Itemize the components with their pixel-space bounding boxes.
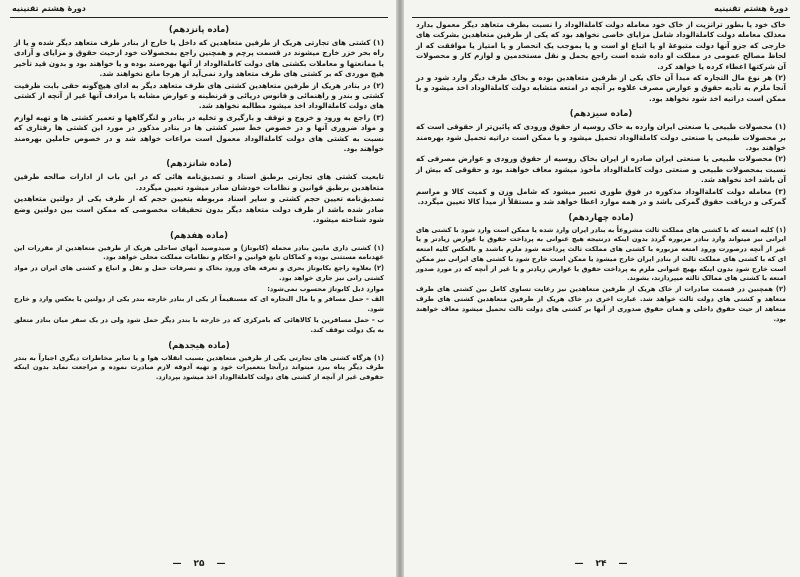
left-page-body (6, 18, 392, 383)
article-17-clause-1: (۱) کشتی داری مایین بنادر محمله (کابوتاژ) و صیدوصید آبهای ساحلی هریک از طرفین متعاهدین از مقررات این عهدنامه مستثنی بوده و کماکان تابع قوانین و احکام و نظامات مملکت محلی خواهد بود. (14, 243, 384, 262)
article-13-clause-1: (۱) محصولات طبیعی یا صنعتی ایران وارده به خاک روسیه از حقوق ورودی که پائین‌تر از حقوقی است که بر محصولات طبیعی یا صنعتی دولت کاملة‌الوداد تحمیل میشود و یا ممکن است دراتیه تحمیل شود بهره‌مند خواهند بود. (416, 122, 786, 153)
article-14-clause-1: (۱) کلیه امتعه که با کشتی های مملکت ثالث مشروعاً به بنادر ایران وارد شده یا ممکن است وارد شود با کشتی های ایرانی نیز میتواند وارد بنادر مزبوره گردد بدون اینکه درنتیجه هیچ عنوانی به پرداخت حقوق یا عوارض زیادتر و یا غیر از آنچه درصورت ورود امتعه مزبوره با کشتی های مملکت ثالث پرداخته شود ملزم باشند و بالعکس کلیه امتعه ای که با کشتی های مملکت ثالث از بنادر ایران خارج میشود یا ممکن است خارج شود با کشتی های ایرانی نیز ممکن است خارج شود بدون اینکه بهیچ عنوانی ملزم به پرداخت حقوق یا عوارض زیادتر و یا غیر از آنچه که در مورد صدور امتعه با کشتی های ممالک ثالثه میپردازند، بشوند. (416, 225, 786, 283)
right-page-number: — ۲۴ — (574, 559, 628, 569)
right-page (408, 0, 794, 577)
article-15-clause-2: (۲) در بنادر هریک از طرفین متعاهدین کشتی های طرف متعاهد دیگر به ادای هیچ‌گونه حقی بابت ظرفیت کشتی و بندر و راهنمائی و فانوس دریائی و قرنطینه و عوارض مشابه یا مرادف آنها غیر از آنچه از کشتی های دولت کاملة‌الوداد اخذ میشود مطالبه نخواهد شد. (14, 80, 384, 111)
article-15-clause-3: (۳) راجع به ورود و خروج و توقف و بارگیری و تخلیه در بنادر و لنگرگاهها و تعمیر کشتی ها و تهیه لوازم و مواد ضروری آنها و در خصوص خط سیر کشتی ها در بنادر مذکور در مورد این کشتی ها رفتاری که نسبت به کشتی های دولت کاملة‌الوداد معمول است مراعات خواهد شد و در خصوص حاملین بهره‌مند خواهند بود. (14, 112, 384, 154)
header-rule (412, 17, 790, 18)
left-page-running-title: دورهٔ هشتم تقنینیه (12, 4, 86, 13)
article-17-exceptions-intro: موارد ذیل کابوتاژ محسوب نمی‌شود: (267, 284, 384, 293)
article-17-exception-b: ب - حمل مسافرین یا کالاهائی که بامرکزی که در خارجه با بندر دیگر حمل شود ولی در یک سفر میان بنادر متعلق به یک دولت توقف کند. (14, 316, 384, 334)
article-18-clause-1: (۱) هرگاه کشتی های تجارتی یکی از طرفین متعاهدین بسبب انقلاب هوا و یا سایر مخاطرات دیگری اجباراً به بندر طرف دیگر پناه ببرد میتواند درآنجا بتعمیرات خود و تهیه آذوقه لازم مبادرت نموده و مراجعت نماید بدون اینکه حقوقی غیر از آنچه از کشتی های دولت کاملة‌الوداد اخذ میشود بپردازد. (14, 353, 384, 382)
right-page-body (408, 18, 794, 324)
right-page-header (412, 2, 790, 18)
left-page-number: — ۲۵ — (172, 559, 226, 569)
right-page-running-title: دورهٔ هشتم تقنینیه (714, 4, 788, 13)
article-16-para-2: تصدیق‌نامه تعیین حجم کشتی و سایر اسناد مربوطه بتعیین حجم که از طرف یکی از دولتین متعاهدین صادر شده باشد از طرف دولت متعاهد دیگر بدون تحقیقات مخصوصی که ممکن است بین دولتین وضع شود شناخته میشود. (14, 194, 384, 225)
article-13-clause-3: (۳) معامله دولت کاملة‌الوداد مذکوره در فوق طوری تعبیر میشود که شامل وزن و کمیت کالا و مراسم گمرکی و دریافت حقوق گمرکی باشد و در همه موارد اعطا خواهد شد و مستقلاً از میدأ کالا تعیین میگردد. (416, 186, 786, 207)
article-16-para-1: تابعیت کشتی های تجارتی برطبق اسناد و تصدیق‌نامه هائی که در این باب از ادارات صالحه طرفین متعاهدین برطبق قوانین و نظامات خودشان صادر میشود تعیین میگردد. (14, 172, 384, 192)
article-17-heading: (ماده هفدهم) (169, 230, 229, 241)
article-13-heading: (ماده سیزدهم) (569, 109, 633, 120)
book-gutter (396, 0, 404, 577)
article-18-heading: (ماده هیجدهم) (168, 340, 230, 351)
article-12-clause-2: (۲) هر نوع مال التجاره که مبدأ آن خاک یکی از طرفین متعاهدین بوده و بخاک طرف دیگر وارد شود و در آنجا ملزم به تأدیه حقوق و عوارض مصرف علاوه بر آنچه در امتعه متشابه دولت کاملة‌الوداد اخذ میشود و یا ممکن است دراتیه اخذ شود نخواهد بود. (416, 73, 786, 103)
article-15-heading: (ماده پانزدهم) (168, 25, 230, 35)
article-12-continuation: خاک خود یا بطور ترانزیت از خاک خود معامله دولت کاملة‌الوداد را نسبت بطرف متعاهد دیگر معمول بدارد معذلک معامله دولت کاملة‌الوداد شامل مزایای خاصی نخواهد بود که یکی از طرفین متعاهدین بشرکت های خارجی که جزو آنها دولت متبوعهٔ او یا اتباع او است و یا بموجب یک انحصار و یا امتیاز یا موافقت که از لحاظ مصالح عمومی در مملکت او داده شده است راجع بحمل و نقل مستخدمین و لوازم کار و محصولات آن شرکتها اعطاء کرده یا خواهد کرد. (416, 20, 786, 71)
left-page-header (10, 2, 388, 18)
article-16-heading: (ماده شانزدهم) (166, 159, 232, 170)
article-13-clause-2: (۲) محصولات طبیعی یا صنعتی ایران صادره از ایران بخاک روسیه از حقوق ورودی و عوارض مصرفی که نسبت بمحصولات طبیعی و صنعتی دولت کاملة‌الوداد مأخوذ میشود معاف خواهند بود و حقوقی که بیش از آن باشد اخذ نخواهد شد. (416, 154, 786, 185)
article-14-heading: (ماده چهاردهم) (568, 212, 634, 223)
article-17-exception-a: الف - حمل مسافر و یا مال التجاره ای که مستقیماً از یکی از بنادر خارجه بندر یکی از دولتین یا بعکس وارد و خارج شود. (14, 295, 384, 314)
article-17-clause-2: (۲) بعلاوه راجع بکابوتاژ بحری و تعرفه های ورود بخاک و تصرفات حمل و نقل و اتباع و کشتی های ایران در مواد کشتی رانی نیز جاری خواهد بود. (14, 264, 384, 282)
article-15-clause-1: (۱) کشتی های تجارتی هریک از طرفین متعاهدین که داخل یا خارج از بنادر طرف متعاهد دیگر شده و یا از راه بحر خزر خارج میشوند در قسمت پرچم و همچنین راجع بمحصولات خود ازحیث حقوق و مزایای و آزادی یا ممانعتها و معاملات بکشتی های دولت کاملة‌الوداد از آنها بهره‌مند بوده و یا خواهند بود و بدون قید تأخیر هیچ موردی که بر کشتی های طرف متعاهد وارد نمی‌آید از هرجا مانع نخواهند شد. (14, 38, 384, 79)
left-page (6, 0, 392, 577)
article-14-clause-2: (۲) همچنین در قسمت صادرات از خاک هریک از طرفین متعاهدین نیز رعایت تساوی کامل بین کشتی های طرف متعاهد و کشتی های دولت ثالث خواهد شد. عبارت اخری در خاک هریک از طرفین متعاهدین کشتی های طرف متعاهد از حیث حقوق داخلی و همان حقوق صدوری از آنها بر کشتی های دولت ثالث تحمیل میشود معاف خواهند بود. (416, 285, 786, 323)
header-rule (10, 17, 388, 18)
